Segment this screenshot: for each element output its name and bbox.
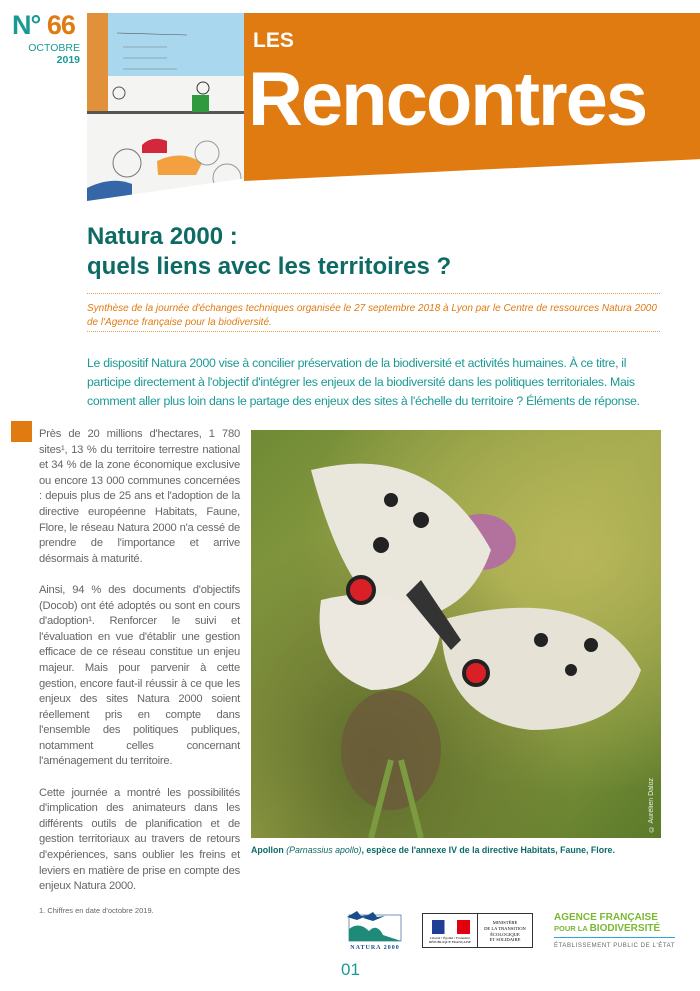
- article-title: [87, 222, 451, 282]
- issue-month: OCTOBRE: [28, 42, 80, 54]
- footnote: 1. Chiffres en date d'octobre 2019.: [39, 906, 154, 916]
- divider: [87, 293, 660, 294]
- butterfly-photo: [251, 430, 661, 838]
- issue-date: [0, 42, 80, 66]
- ministry-line: ET SOLIDAIRE: [489, 937, 521, 943]
- issue-number: [12, 10, 75, 40]
- header-illustration: [87, 13, 244, 201]
- afb-line-1: AGENCE FRANÇAISE: [554, 912, 658, 923]
- paragraph: Cette journée a montré les possibilités d'implication des animateurs dans les différents outils de planification et de gestion territoriaux au travers de retours d'expériences, sans oublier les freins et leviers en matière de prise en compte des enjeux Natura 2000.: [39, 786, 240, 893]
- rf-motto: Liberté • Égalité • Fraternité RÉPUBLIQUE FRANÇAISE: [428, 936, 472, 944]
- issue-prefix: N°: [12, 10, 41, 40]
- body-text: [39, 427, 240, 916]
- series-title: Rencontres: [248, 57, 647, 142]
- ministry-line: DE LA TRANSITION: [484, 925, 526, 931]
- orange-square-marker: [11, 421, 32, 442]
- natura-2000-logo: [345, 909, 405, 951]
- title-line-1: Natura 2000 :: [87, 223, 238, 250]
- afb-pour: POUR LA: [554, 924, 590, 933]
- photo-credit: © Aurélien Daloz: [648, 777, 655, 832]
- caption-text: Apollon: [251, 845, 287, 855]
- title-line-2: quels liens avec les territoires ?: [87, 253, 452, 280]
- paragraph: Ainsi, 94 % des documents d'objectifs (Docob) ont été adoptés ou sont en cours d'adoption¹. Renforcer le suivi et l'évaluation en vue d'établir une gestion efficace de ce réseau constitue un enjeu majeur. Mais pour parvenir à cette gestion, encore faut-il réussir à ce que les enjeux des sites Natura 2000 soient réellement pris en compte dans l'ensemble des politiques publiques, notamment celles concernant l'aménagement du territoire.: [39, 583, 240, 768]
- issue-value: 66: [46, 10, 75, 40]
- ministry-logo: [422, 913, 533, 948]
- afb-logo: [554, 912, 675, 952]
- afb-subtitle: ÉTABLISSEMENT PUBLIC DE L'ÉTAT: [554, 937, 675, 952]
- ministry-line: MINISTÈRE: [492, 920, 518, 925]
- series-label: LES: [253, 29, 294, 52]
- afb-bio: BIODIVERSITÉ: [589, 923, 661, 934]
- marianne-flag-icon: [432, 920, 470, 934]
- caption-species: (Parnassius apollo): [286, 845, 362, 855]
- intro-text: Le dispositif Natura 2000 vise à concilier préservation de la biodiversité et activités humaines. À ce titre, il participe directement à l'objectif d'intégrer les enjeux de la biodiversité dans les politiques territoriales. Mais comment aller plus loin dans le partage des enjeux des sites à l'échelle du territoire ? Éléments de réponse.: [87, 356, 640, 408]
- synthesis-text: Synthèse de la journée d'échanges techniques organisée le 27 septembre 2018 à Lyon par le Centre de ressources Natura 2000 de l'Agence française pour la biodiversité.: [87, 303, 657, 328]
- page-number: 01: [341, 960, 360, 979]
- divider: [87, 331, 660, 332]
- ministry-line: ÉCOLOGIQUE: [490, 931, 520, 937]
- caption-text: , espèce de l'annexe IV de la directive Habitats, Faune, Flore.: [361, 845, 615, 855]
- paragraph: Près de 20 millions d'hectares, 1 780 sites¹, 13 % du territoire terrestre national et 34 % de la zone économique exclusive ou encore 13 000 communes concernées : depuis plus de 25 ans et l'adoption de la directive européenne Habitats, Faune, Flore, le réseau Natura 2000 n'a cessé de prendre de l'importance et arrive désormais à maturité.: [39, 428, 240, 565]
- photo-caption: [251, 845, 615, 855]
- issue-year: 2019: [56, 54, 80, 66]
- natura-logo-text: NATURA 2000: [350, 945, 400, 951]
